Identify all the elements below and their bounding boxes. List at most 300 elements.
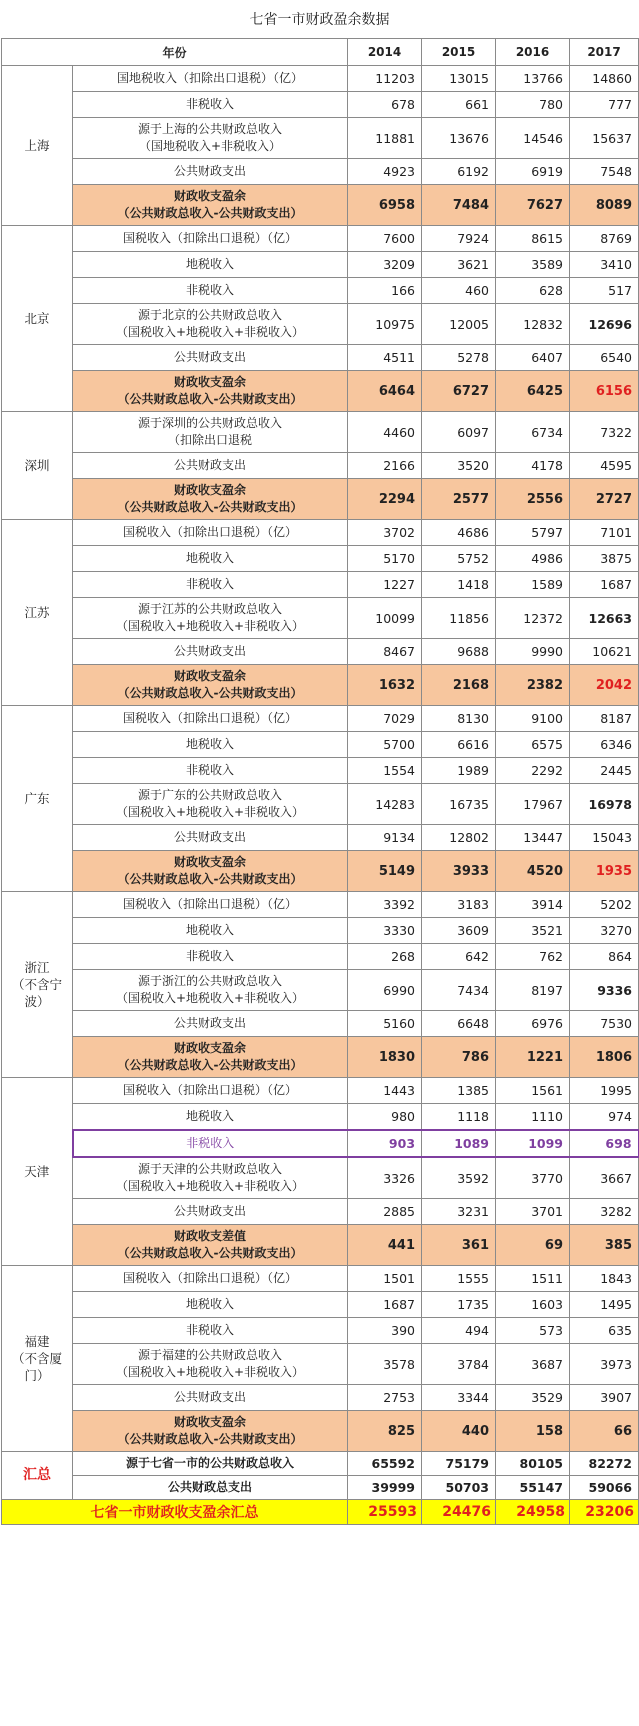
value-cell: 6734 [496,412,570,453]
value-cell: 82272 [570,1452,639,1476]
row-label: 国税收入（扣除出口退税）（亿） [73,892,348,918]
row-label: 非税收入 [73,944,348,970]
page-title: 七省一市财政盈余数据 [249,12,390,28]
value-cell: 7627 [496,185,570,226]
value-cell: 440 [422,1411,496,1452]
value-cell: 573 [496,1318,570,1344]
value-cell: 2885 [348,1199,422,1225]
value-cell: 12005 [422,304,496,345]
value-cell: 974 [570,1104,639,1131]
value-cell: 1687 [348,1292,422,1318]
row-label: 国税收入（扣除出口退税）（亿） [73,520,348,546]
value-cell: 3209 [348,252,422,278]
value-cell: 13766 [496,66,570,92]
grand-total-value: 24476 [422,1500,496,1525]
row-label: 地税收入 [73,1104,348,1131]
value-cell: 7530 [570,1011,639,1037]
value-cell: 3392 [348,892,422,918]
table-row [2,371,639,412]
row-label: 源于北京的公共财政总收入 （国税收入+地税收入+非税收入） [73,304,348,345]
value-cell: 13676 [422,118,496,159]
value-cell: 7101 [570,520,639,546]
value-cell: 69 [496,1225,570,1266]
summary-row [2,1452,639,1476]
row-label: 公共财政支出 [73,639,348,665]
value-cell: 980 [348,1104,422,1131]
table-row [2,918,639,944]
region-name: 天津 [2,1078,73,1266]
table-row [2,706,639,732]
value-cell: 3914 [496,892,570,918]
value-cell: 6648 [422,1011,496,1037]
value-cell: 2753 [348,1385,422,1411]
value-cell: 3784 [422,1344,496,1385]
value-cell: 635 [570,1318,639,1344]
table-row [2,66,639,92]
value-cell: 5752 [422,546,496,572]
region-name: 上海 [2,66,73,226]
value-cell: 1099 [496,1130,570,1157]
value-cell: 13447 [496,825,570,851]
table-row [2,1318,639,1344]
value-cell: 1221 [496,1037,570,1078]
value-cell: 786 [422,1037,496,1078]
grand-total-value: 25593 [348,1500,422,1525]
row-label: 非税收入 [73,572,348,598]
value-cell: 6156 [570,371,639,412]
table-row [2,1037,639,1078]
row-label: 源于浙江的公共财政总收入 （国税收入+地税收入+非税收入） [73,970,348,1011]
row-label: 公共财政支出 [73,825,348,851]
value-cell: 3578 [348,1344,422,1385]
row-label: 国地税收入（扣除出口退税）（亿） [73,66,348,92]
value-cell: 80105 [496,1452,570,1476]
value-cell: 3270 [570,918,639,944]
row-label: 源于上海的公共财政总收入 （国地税收入+非税收入） [73,118,348,159]
row-label: 地税收入 [73,546,348,572]
table-row [2,892,639,918]
value-cell: 3344 [422,1385,496,1411]
table-row [2,758,639,784]
table-row [2,304,639,345]
value-cell: 8089 [570,185,639,226]
value-cell: 10975 [348,304,422,345]
value-cell: 10099 [348,598,422,639]
value-cell: 6919 [496,159,570,185]
value-cell: 361 [422,1225,496,1266]
value-cell: 7484 [422,185,496,226]
value-cell: 16735 [422,784,496,825]
value-cell: 65592 [348,1452,422,1476]
value-cell: 3592 [422,1157,496,1199]
row-label: 非税收入 [73,1130,348,1157]
value-cell: 3770 [496,1157,570,1199]
table-row [2,92,639,118]
value-cell: 1443 [348,1078,422,1104]
value-cell: 3907 [570,1385,639,1411]
value-cell: 4178 [496,453,570,479]
row-label: 财政收支盈余 （公共财政总收入-公共财政支出） [73,185,348,226]
header-row [2,39,639,66]
row-label: 非税收入 [73,1318,348,1344]
value-cell: 17967 [496,784,570,825]
value-cell: 11881 [348,118,422,159]
row-label: 财政收支盈余 （公共财政总收入-公共财政支出） [73,1411,348,1452]
row-label: 地税收入 [73,918,348,944]
value-cell: 9990 [496,639,570,665]
value-cell: 5278 [422,345,496,371]
row-label: 公共财政支出 [73,159,348,185]
value-cell: 6575 [496,732,570,758]
value-cell: 14546 [496,118,570,159]
value-cell: 2382 [496,665,570,706]
value-cell: 39999 [348,1476,422,1500]
summary-row [2,1476,639,1500]
row-label: 地税收入 [73,252,348,278]
value-cell: 2042 [570,665,639,706]
row-label: 财政收支盈余 （公共财政总收入-公共财政支出） [73,371,348,412]
table-row [2,118,639,159]
value-cell: 642 [422,944,496,970]
value-cell: 1227 [348,572,422,598]
value-cell: 1511 [496,1266,570,1292]
value-cell: 7600 [348,226,422,252]
row-label: 非税收入 [73,92,348,118]
value-cell: 5202 [570,892,639,918]
value-cell: 4986 [496,546,570,572]
region-name: 浙江 （不含宁 波） [2,892,73,1078]
value-cell: 2577 [422,479,496,520]
value-cell: 12696 [570,304,639,345]
value-cell: 1589 [496,572,570,598]
value-cell: 698 [570,1130,639,1157]
value-cell: 780 [496,92,570,118]
grand-total-value: 23206 [570,1500,639,1525]
value-cell: 1418 [422,572,496,598]
table-row [2,732,639,758]
value-cell: 12832 [496,304,570,345]
value-cell: 6464 [348,371,422,412]
table-row [2,1157,639,1199]
table-row [2,159,639,185]
value-cell: 11856 [422,598,496,639]
header-year: 2014 [348,39,422,66]
value-cell: 3687 [496,1344,570,1385]
value-cell: 9134 [348,825,422,851]
value-cell: 441 [348,1225,422,1266]
value-cell: 6976 [496,1011,570,1037]
value-cell: 5170 [348,546,422,572]
row-label: 源于天津的公共财政总收入 （国税收入+地税收入+非税收入） [73,1157,348,1199]
value-cell: 5160 [348,1011,422,1037]
table-row [2,1344,639,1385]
row-label: 源于七省一市的公共财政总收入 [73,1452,348,1476]
table-row [2,252,639,278]
value-cell: 75179 [422,1452,496,1476]
value-cell: 6990 [348,970,422,1011]
value-cell: 1830 [348,1037,422,1078]
row-label: 地税收入 [73,732,348,758]
header-label: 年份 [2,39,348,66]
table-row [2,1011,639,1037]
value-cell: 1554 [348,758,422,784]
table-row [2,1104,639,1131]
value-cell: 2292 [496,758,570,784]
value-cell: 1555 [422,1266,496,1292]
row-label: 财政收支差值 （公共财政总收入-公共财政支出） [73,1225,348,1266]
value-cell: 9688 [422,639,496,665]
value-cell: 4923 [348,159,422,185]
value-cell: 7029 [348,706,422,732]
region-name: 深圳 [2,412,73,520]
value-cell: 6192 [422,159,496,185]
value-cell: 628 [496,278,570,304]
table-row [2,1199,639,1225]
value-cell: 3609 [422,918,496,944]
value-cell: 678 [348,92,422,118]
value-cell: 8467 [348,639,422,665]
value-cell: 5149 [348,851,422,892]
value-cell: 3231 [422,1199,496,1225]
value-cell: 1632 [348,665,422,706]
value-cell: 8769 [570,226,639,252]
value-cell: 1735 [422,1292,496,1318]
value-cell: 14860 [570,66,639,92]
header-year: 2016 [496,39,570,66]
row-label: 非税收入 [73,758,348,784]
value-cell: 661 [422,92,496,118]
value-cell: 3326 [348,1157,422,1199]
value-cell: 494 [422,1318,496,1344]
value-cell: 3330 [348,918,422,944]
table-row [2,1130,639,1157]
row-label: 国税收入（扣除出口退税）（亿） [73,1266,348,1292]
table-row [2,1411,639,1452]
value-cell: 1995 [570,1078,639,1104]
value-cell: 166 [348,278,422,304]
value-cell: 1118 [422,1104,496,1131]
value-cell: 1495 [570,1292,639,1318]
table-row [2,598,639,639]
value-cell: 3282 [570,1199,639,1225]
row-label: 公共财政支出 [73,1011,348,1037]
grand-total-label: 七省一市财政收支盈余汇总 [2,1500,348,1525]
value-cell: 2166 [348,453,422,479]
value-cell: 158 [496,1411,570,1452]
value-cell: 8197 [496,970,570,1011]
value-cell: 55147 [496,1476,570,1500]
row-label: 财政收支盈余 （公共财政总收入-公共财政支出） [73,851,348,892]
value-cell: 1935 [570,851,639,892]
table-row [2,825,639,851]
value-cell: 14283 [348,784,422,825]
value-cell: 50703 [422,1476,496,1500]
row-label: 地税收入 [73,1292,348,1318]
value-cell: 390 [348,1318,422,1344]
row-label: 公共财政支出 [73,345,348,371]
value-cell: 1561 [496,1078,570,1104]
value-cell: 3521 [496,918,570,944]
value-cell: 1385 [422,1078,496,1104]
value-cell: 8130 [422,706,496,732]
row-label: 财政收支盈余 （公共财政总收入-公共财政支出） [73,479,348,520]
row-label: 国税收入（扣除出口退税）（亿） [73,706,348,732]
value-cell: 3183 [422,892,496,918]
table-row [2,479,639,520]
value-cell: 385 [570,1225,639,1266]
header-year: 2017 [570,39,639,66]
value-cell: 2445 [570,758,639,784]
table-row [2,345,639,371]
table-row [2,1292,639,1318]
table-row [2,546,639,572]
grand-total-value: 24958 [496,1500,570,1525]
table-row [2,944,639,970]
table-row [2,278,639,304]
value-cell: 3933 [422,851,496,892]
value-cell: 1603 [496,1292,570,1318]
header-year: 2015 [422,39,496,66]
value-cell: 6425 [496,371,570,412]
value-cell: 3520 [422,453,496,479]
value-cell: 13015 [422,66,496,92]
table-row [2,520,639,546]
value-cell: 15637 [570,118,639,159]
value-cell: 8615 [496,226,570,252]
row-label: 国税收入（扣除出口退税）（亿） [73,1078,348,1104]
region-name: 福建 （不含厦 门） [2,1266,73,1452]
table-row [2,572,639,598]
value-cell: 4520 [496,851,570,892]
row-label: 非税收入 [73,278,348,304]
region-name: 江苏 [2,520,73,706]
row-label: 公共财政支出 [73,453,348,479]
value-cell: 6346 [570,732,639,758]
value-cell: 6407 [496,345,570,371]
value-cell: 3973 [570,1344,639,1385]
value-cell: 2294 [348,479,422,520]
value-cell: 7548 [570,159,639,185]
value-cell: 66 [570,1411,639,1452]
row-label: 财政收支盈余 （公共财政总收入-公共财政支出） [73,1037,348,1078]
value-cell: 5700 [348,732,422,758]
value-cell: 15043 [570,825,639,851]
value-cell: 9336 [570,970,639,1011]
value-cell: 4460 [348,412,422,453]
value-cell: 6540 [570,345,639,371]
value-cell: 11203 [348,66,422,92]
value-cell: 903 [348,1130,422,1157]
region-name: 北京 [2,226,73,412]
value-cell: 268 [348,944,422,970]
value-cell: 2168 [422,665,496,706]
value-cell: 3701 [496,1199,570,1225]
value-cell: 7322 [570,412,639,453]
value-cell: 3702 [348,520,422,546]
table-body [2,66,639,1525]
row-label: 公共财政支出 [73,1385,348,1411]
table-row [2,665,639,706]
value-cell: 7434 [422,970,496,1011]
value-cell: 1687 [570,572,639,598]
value-cell: 2556 [496,479,570,520]
row-label: 公共财政支出 [73,1199,348,1225]
table-row [2,1225,639,1266]
value-cell: 6958 [348,185,422,226]
table-row [2,851,639,892]
row-label: 源于广东的公共财政总收入 （国税收入+地税收入+非税收入） [73,784,348,825]
value-cell: 3667 [570,1157,639,1199]
value-cell: 864 [570,944,639,970]
value-cell: 3875 [570,546,639,572]
value-cell: 12663 [570,598,639,639]
value-cell: 4595 [570,453,639,479]
value-cell: 10621 [570,639,639,665]
table-row [2,1266,639,1292]
value-cell: 4686 [422,520,496,546]
grand-total-row [2,1500,639,1525]
value-cell: 460 [422,278,496,304]
value-cell: 12802 [422,825,496,851]
row-label: 国税收入（扣除出口退税）（亿） [73,226,348,252]
value-cell: 7924 [422,226,496,252]
value-cell: 1501 [348,1266,422,1292]
value-cell: 1806 [570,1037,639,1078]
value-cell: 825 [348,1411,422,1452]
fiscal-surplus-table [1,38,639,1525]
value-cell: 1089 [422,1130,496,1157]
value-cell: 1989 [422,758,496,784]
value-cell: 3410 [570,252,639,278]
row-label: 源于深圳的公共财政总收入 （扣除出口退税 [73,412,348,453]
value-cell: 6097 [422,412,496,453]
row-label: 源于江苏的公共财政总收入 （国税收入+地税收入+非税收入） [73,598,348,639]
value-cell: 3589 [496,252,570,278]
value-cell: 6616 [422,732,496,758]
table-row [2,639,639,665]
region-name: 广东 [2,706,73,892]
value-cell: 1843 [570,1266,639,1292]
value-cell: 16978 [570,784,639,825]
value-cell: 8187 [570,706,639,732]
value-cell: 517 [570,278,639,304]
value-cell: 3621 [422,252,496,278]
value-cell: 12372 [496,598,570,639]
table-row [2,784,639,825]
table-row [2,453,639,479]
table-row [2,970,639,1011]
value-cell: 5797 [496,520,570,546]
value-cell: 3529 [496,1385,570,1411]
row-label: 财政收支盈余 （公共财政总收入-公共财政支出） [73,665,348,706]
table-row [2,1078,639,1104]
summary-label: 汇总 [2,1452,73,1500]
value-cell: 6727 [422,371,496,412]
value-cell: 762 [496,944,570,970]
table-row [2,412,639,453]
table-row [2,226,639,252]
value-cell: 9100 [496,706,570,732]
row-label: 公共财政总支出 [73,1476,348,1500]
value-cell: 2727 [570,479,639,520]
table-row [2,185,639,226]
value-cell: 777 [570,92,639,118]
row-label: 源于福建的公共财政总收入 （国税收入+地税收入+非税收入） [73,1344,348,1385]
value-cell: 59066 [570,1476,639,1500]
value-cell: 1110 [496,1104,570,1131]
value-cell: 4511 [348,345,422,371]
table-row [2,1385,639,1411]
